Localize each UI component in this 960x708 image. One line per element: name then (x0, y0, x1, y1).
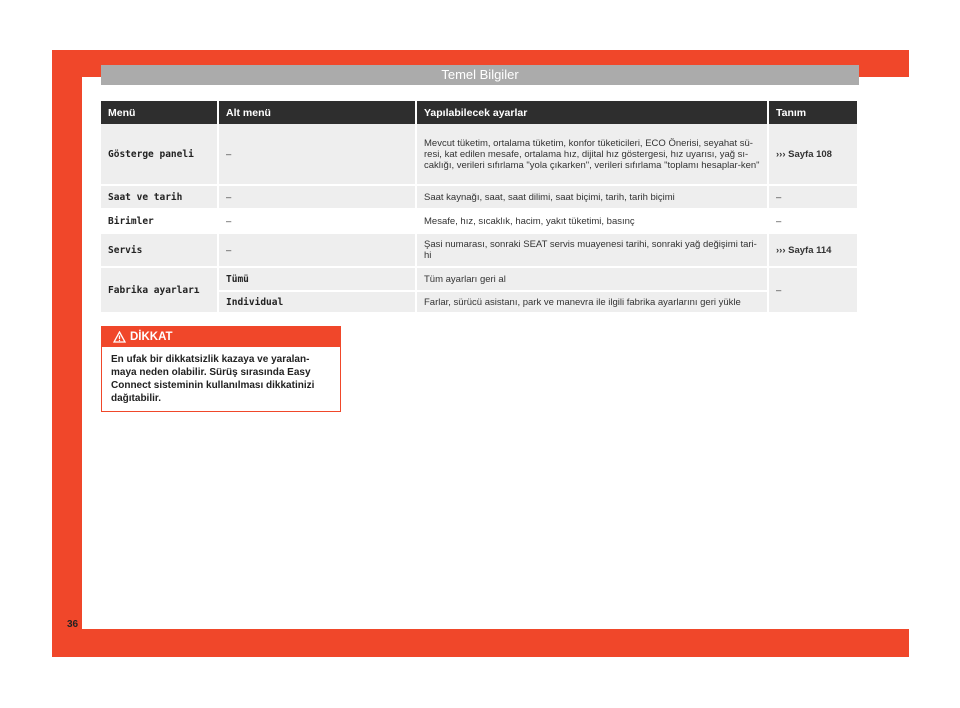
submenu-cell: Individual (219, 292, 417, 314)
table-header-row (101, 101, 859, 124)
settings-cell: Mesafe, hız, sıcaklık, hacim, yakıt tüketimi, basınç (417, 210, 769, 234)
warning-text: En ufak bir dikkatsizlik kazaya ve yaralan-maya neden olabilir. Sürüş sırasında Easy Connect sisteminin kullanılması dikkatinizi dağıtabilir. (111, 354, 315, 404)
submenu-cell: – (219, 186, 417, 210)
section-header: Temel Bilgiler (101, 65, 859, 85)
warning-box (101, 326, 341, 412)
reference-cell: – (769, 210, 859, 234)
column-header: Yapılabilecek ayarlar (417, 101, 769, 124)
submenu-cell: – (219, 124, 417, 186)
settings-cell: Saat kaynağı, saat, saat dilimi, saat biçimi, tarih, tarih biçimi (417, 186, 769, 210)
settings-cell: Tüm ayarları geri al (417, 268, 769, 292)
table-row (101, 210, 859, 234)
warning-triangle-icon (113, 331, 126, 343)
menu-cell: Birimler (101, 210, 219, 234)
column-header: Menü (101, 101, 219, 124)
warning-header (102, 327, 340, 347)
settings-cell: Şasi numarası, sonraki SEAT servis muayenesi tarihi, sonraki yağ değişimi tari-hi (417, 234, 769, 268)
table-row (101, 186, 859, 210)
menu-cell: Saat ve tarih (101, 186, 219, 210)
table-row (101, 124, 859, 186)
table-row (101, 234, 859, 268)
column-header: Tanım (769, 101, 859, 124)
menu-cell: Gösterge paneli (101, 124, 219, 186)
reference-cell: ››› Sayfa 114 (769, 234, 859, 268)
page-number: 36 (67, 619, 79, 630)
submenu-cell: – (219, 210, 417, 234)
settings-cell: Mevcut tüketim, ortalama tüketim, konfor tüketicileri, ECO Önerisi, seyahat sü-resi, kat edilen mesafe, ortalama hız, dijital hız göstergesi, hız uyarısı, yağ sı-caklığı, verileri sıfırlama "yola çıkarken", verileri sıfırlama "toplamı hesaplar-ken" (417, 124, 769, 186)
menu-cell: Fabrika ayarları (101, 268, 219, 314)
warning-title: DİKKAT (130, 331, 173, 343)
column-header: Alt menü (219, 101, 417, 124)
menu-cell: Servis (101, 234, 219, 268)
reference-cell: – (769, 186, 859, 210)
reference-cell: – (769, 268, 859, 314)
table-row (101, 268, 859, 292)
settings-cell: Farlar, sürücü asistanı, park ve manevra ile ilgili fabrika ayarlarını geri yükle (417, 292, 769, 314)
settings-table (101, 101, 859, 314)
reference-cell: ››› Sayfa 108 (769, 124, 859, 186)
submenu-cell: Tümü (219, 268, 417, 292)
submenu-cell: – (219, 234, 417, 268)
